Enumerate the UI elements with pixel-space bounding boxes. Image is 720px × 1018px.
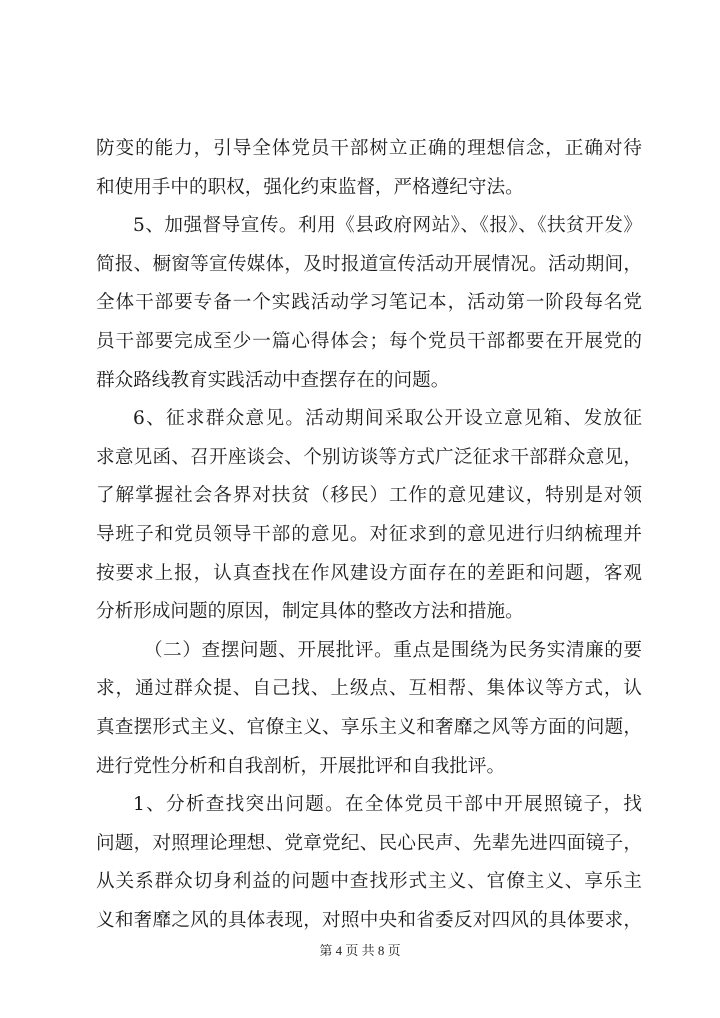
text-line: 求意见函、召开座谈会、个别访谈等方式广泛征求干部群众意见， [96, 446, 642, 468]
text-line: 义和奢靡之风的具体表现，对照中央和省委反对四风的具体要求， [96, 909, 642, 931]
text-line: 从关系群众切身利益的问题中查找形式主义、官僚主义、享乐主 [96, 871, 642, 893]
text-line: 全体干部要专备一个实践活动学习笔记本，活动第一阶段每名党 [96, 292, 642, 314]
text-line: 求，通过群众提、自己找、上级点、互相帮、集体议等方式，认 [96, 678, 642, 700]
text-line: 按要求上报，认真查找在作风建设方面存在的差距和问题，客观 [96, 562, 642, 584]
text-line: 6、征求群众意见。活动期间采取公开设立意见箱、发放征 [133, 408, 642, 430]
text-line: 员干部要完成至少一篇心得体会；每个党员干部都要在开展党的 [96, 330, 642, 352]
text-line: 了解掌握社会各界对扶贫（移民）工作的意见建议，特别是对领 [96, 485, 642, 507]
body-text [96, 130, 642, 940]
text-line: 进行党性分析和自我剖析，开展批评和自我批评。 [96, 755, 506, 777]
text-line: 分析形成问题的原因，制定具体的整改方法和措施。 [96, 601, 524, 623]
text-line: 导班子和党员领导干部的意见。对征求到的意见进行归纳梳理并 [96, 523, 642, 545]
text-line: 群众路线教育实践活动中查摆存在的问题。 [96, 369, 450, 391]
text-line: 简报、橱窗等宣传媒体，及时报道宣传活动开展情况。活动期间， [96, 253, 642, 275]
text-line: 和使用手中的职权，强化约束监督，严格遵纪守法。 [96, 176, 524, 198]
text-line: 防变的能力，引导全体党员干部树立正确的理想信念，正确对待 [96, 138, 642, 159]
section-heading-line: （二）查摆问题、开展批评。重点是围绕为民务实清廉的要 [144, 639, 642, 661]
page-number-footer: 第 4 页 共 8 页 [319, 943, 401, 958]
text-line: 真查摆形式主义、官僚主义、享乐主义和奢靡之风等方面的问题， [96, 716, 642, 738]
text-line: 问题，对照理论理想、党章党纪、民心民声、先辈先进四面镜子， [96, 832, 642, 854]
text-line: 5、加强督导宣传。利用《县政府网站》、《报》、《扶贫开发》 [133, 215, 642, 237]
text-line: 1、分析查找突出问题。在全体党员干部中开展照镜子，找 [133, 794, 642, 816]
